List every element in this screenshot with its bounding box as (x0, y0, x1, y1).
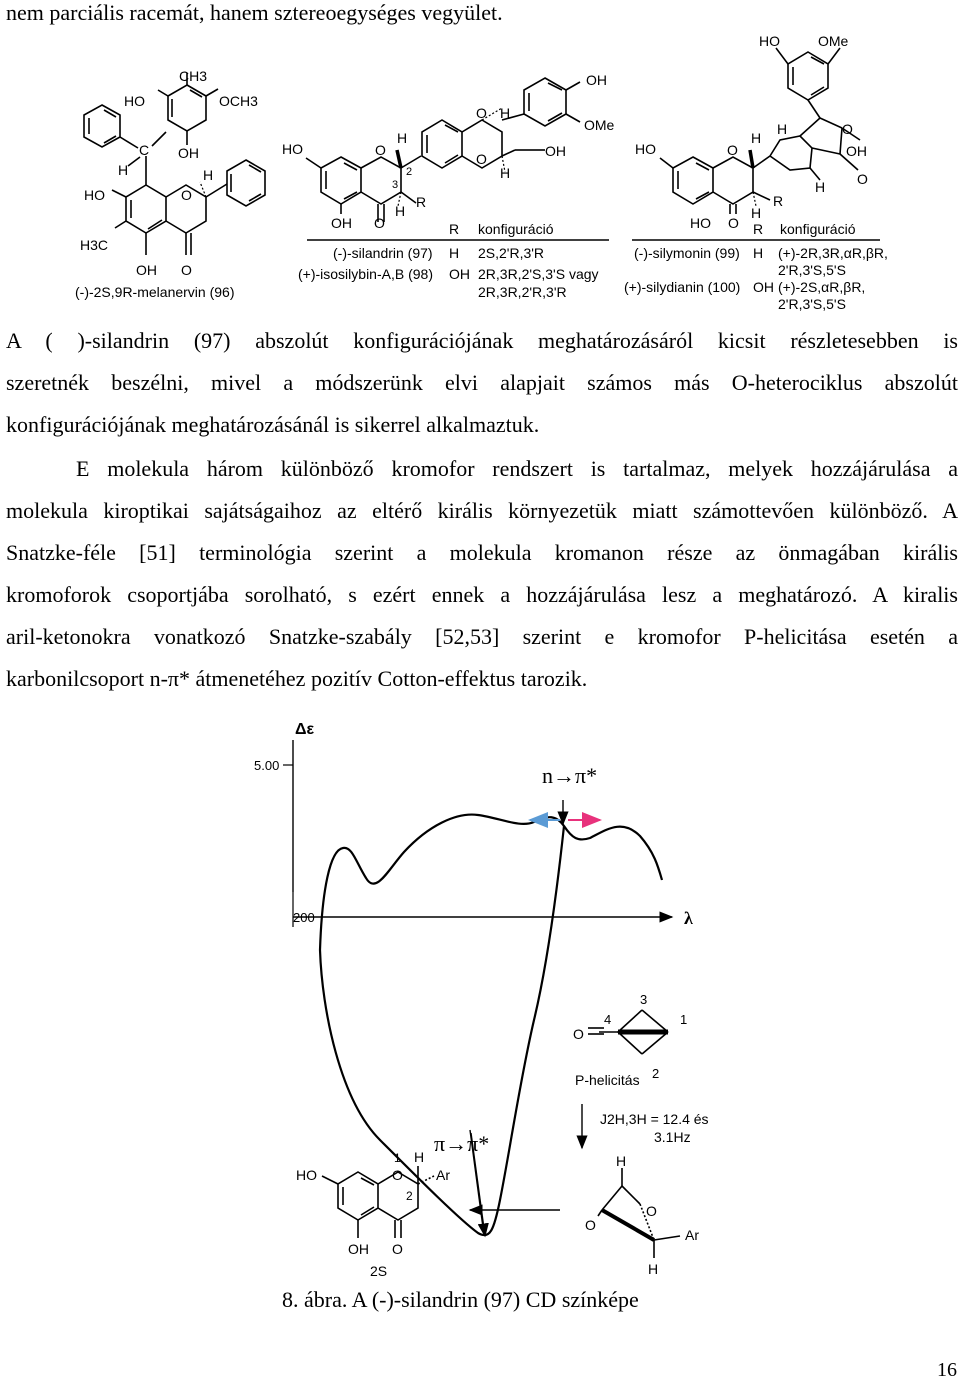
isosilybin-row-config2: 2R,3R,2'R,3'R (478, 284, 567, 300)
chromanone-atom: 1 (394, 1151, 401, 1165)
melanervin-atom: OCH3 (219, 93, 258, 109)
silandrin-atom: H (500, 165, 511, 181)
silandrin-atom: O (476, 105, 487, 121)
silymonin-header-config: konfiguráció (780, 221, 856, 237)
melanervin-atom: O (181, 187, 192, 203)
silandrin-atom: H (397, 130, 408, 146)
silymonin-atom: OH (846, 143, 867, 159)
silymonin-row-name: (-)-silymonin (99) (634, 245, 740, 261)
paragraph-line: konfigurációjának meghatározásánál is sikerrel alkalmaztuk. (6, 412, 540, 437)
silandrin-atom: O (375, 142, 386, 158)
melanervin-name: (-)-2S,9R-melanervin (96) (75, 284, 235, 300)
paragraph-line: szeretnék beszélni, mivel a módszerünk elvi alapjait számos más O-heterociklus abszolút (6, 370, 958, 395)
silandrin-row-name: (-)-silandrin (97) (333, 245, 433, 261)
cd-curve (320, 815, 662, 950)
newman-inset (598, 1168, 680, 1258)
silymonin-atom: HO (635, 141, 656, 157)
silandrin-atom: R (416, 194, 427, 210)
chromanone-atom: 2 (406, 1189, 413, 1203)
paragraph-line: A ( )-silandrin (97) abszolút konfigurációjának meghatározásáról kicsit részletesebben is (6, 328, 958, 353)
melanervin-atom: HO (84, 187, 105, 203)
isosilybin-row-config: 2R,3R,2'S,3'S vagy (478, 266, 599, 282)
silandrin-header-r: R (449, 221, 460, 237)
chromanone-atom: O (392, 1241, 403, 1257)
helicity-label: P-helicitás (575, 1072, 640, 1088)
silymonin-atom: H (777, 121, 788, 137)
paragraph-line: molekula kiroptikai sajátságaihoz az eltérő királis környezetük miatt számottevően különböző. A (6, 498, 958, 523)
silandrin-atom: H (500, 105, 511, 121)
silandrin-atom: OH (331, 215, 352, 231)
helicity-num: 2 (652, 1066, 660, 1081)
silymonin-row-r: H (753, 245, 764, 261)
silymonin-atom: O (728, 215, 739, 231)
structures-figure (0, 22, 960, 327)
silymonin-atom: O (727, 142, 738, 158)
x-axis-label: λ (684, 908, 693, 928)
silymonin-atom: H (751, 130, 762, 146)
silandrin-row-r: H (449, 245, 460, 261)
silymonin-atom: HO (759, 33, 780, 49)
melanervin-atom: H (118, 162, 129, 178)
paragraph-1 (6, 320, 958, 446)
paragraph-line: Snatzke-féle [51] terminológia szerint a molekula kromanon része az önmagában királis (6, 540, 958, 565)
paragraph-line: aril-ketonokra vonatkozó Snatzke-szabály [52,53] szerint e kromofor P-helicitása esetén a (6, 624, 958, 649)
paragraph-2 (6, 448, 958, 700)
melanervin-atom: H (203, 167, 214, 183)
helicity-num: 3 (640, 992, 648, 1007)
coupling-text: J2H,3H = 12.4 és (600, 1111, 709, 1127)
silandrin-row-config: 2S,2'R,3'R (478, 245, 545, 261)
coupling-text2: 3.1Hz (654, 1129, 691, 1145)
melanervin-atom: HO (124, 93, 145, 109)
top-line: nem parciális racemát, hanem sztereoegységes vegyület. (6, 0, 503, 25)
silymonin-atom: H (751, 205, 762, 221)
figure-caption: 8. ábra. A (-)-silandrin (97) CD színképe (282, 1287, 639, 1312)
newman-atom: H (616, 1153, 627, 1169)
silydianin-row-config: (+)-2S,αR,βR, (778, 279, 866, 295)
helicity-num: 4 (604, 1012, 612, 1027)
silymonin-atom: H (815, 179, 826, 195)
cd-spectrum-chart (0, 700, 960, 1300)
silandrin-atom: O (476, 151, 487, 167)
chromanone-atom: H (414, 1149, 425, 1165)
silymonin-atom: R (773, 193, 784, 209)
silymonin-row-config2: 2'R,3'S,5'S (778, 262, 846, 278)
silymonin-atom: O (842, 121, 853, 137)
silandrin-atom: O (374, 215, 385, 231)
newman-atom: O (585, 1217, 596, 1233)
page-number: 16 (937, 1359, 957, 1381)
paragraph-line: E molekula három különböző kromofor rendszert is tartalmaz, melyek hozzájárulása a (76, 456, 958, 481)
silymonin-header-r: R (753, 221, 764, 237)
melanervin-atom: H3C (80, 237, 109, 253)
chromanone-config: 2S (370, 1263, 388, 1279)
n-pi-label: n→π* (542, 763, 598, 788)
silydianin-row-r: OH (753, 279, 774, 295)
y-tick-label: 5.00 (254, 758, 280, 773)
helicity-atom: O (573, 1026, 584, 1042)
pi-pi-label: π→π* (434, 1131, 490, 1156)
silandrin-atom: 2 (406, 166, 413, 178)
melanervin-atom: OH (136, 262, 157, 278)
silymonin-atom: O (857, 171, 868, 187)
silandrin-atom: 3 (392, 179, 399, 191)
silandrin-atom: OMe (584, 117, 615, 133)
melanervin-atom: CH3 (179, 68, 208, 84)
silandrin-header-config: konfiguráció (478, 221, 554, 237)
silymonin-atom: HO (690, 215, 711, 231)
isosilybin-row-r: OH (449, 266, 470, 282)
y-axis-label: Δε (295, 721, 315, 738)
chromanone-inset (322, 1166, 434, 1238)
silydianin-row-name: (+)-silydianin (100) (624, 279, 741, 295)
silydianin-row-config2: 2'R,3'S,5'S (778, 296, 846, 312)
chromanone-atom: O (392, 1167, 403, 1183)
chromanone-atom: OH (348, 1241, 369, 1257)
silandrin-atom: OH (545, 143, 566, 159)
chromanone-atom: HO (296, 1167, 317, 1183)
newman-atom: Ar (685, 1227, 699, 1243)
paragraph-line: kromoforok csoportjába sorolható, s ezért ennek a hozzájárulása lesz a meghatározó. A kiralis (6, 582, 958, 607)
x-tick-label: 200 (293, 910, 315, 925)
helicity-inset (588, 1010, 668, 1054)
melanervin-atom: C (139, 142, 150, 158)
melanervin-atom: OH (178, 145, 199, 161)
silymonin-atom: OMe (818, 33, 849, 49)
newman-atom: O (646, 1203, 657, 1219)
isosilybin-row-name: (+)-isosilybin-A,B (98) (298, 266, 433, 282)
melanervin-atom: O (181, 262, 192, 278)
silandrin-atom: HO (282, 141, 303, 157)
silandrin-atom: OH (586, 72, 607, 88)
silymonin-row-config: (+)-2R,3R,αR,βR, (778, 245, 888, 261)
helicity-num: 1 (680, 1012, 688, 1027)
newman-atom: H (648, 1261, 659, 1277)
chromanone-atom: Ar (436, 1167, 450, 1183)
silandrin-atom: H (395, 203, 406, 219)
paragraph-line: karbonilcsoport n-π* átmenetéhez pozitív Cotton-effektus tarozik. (6, 666, 588, 691)
